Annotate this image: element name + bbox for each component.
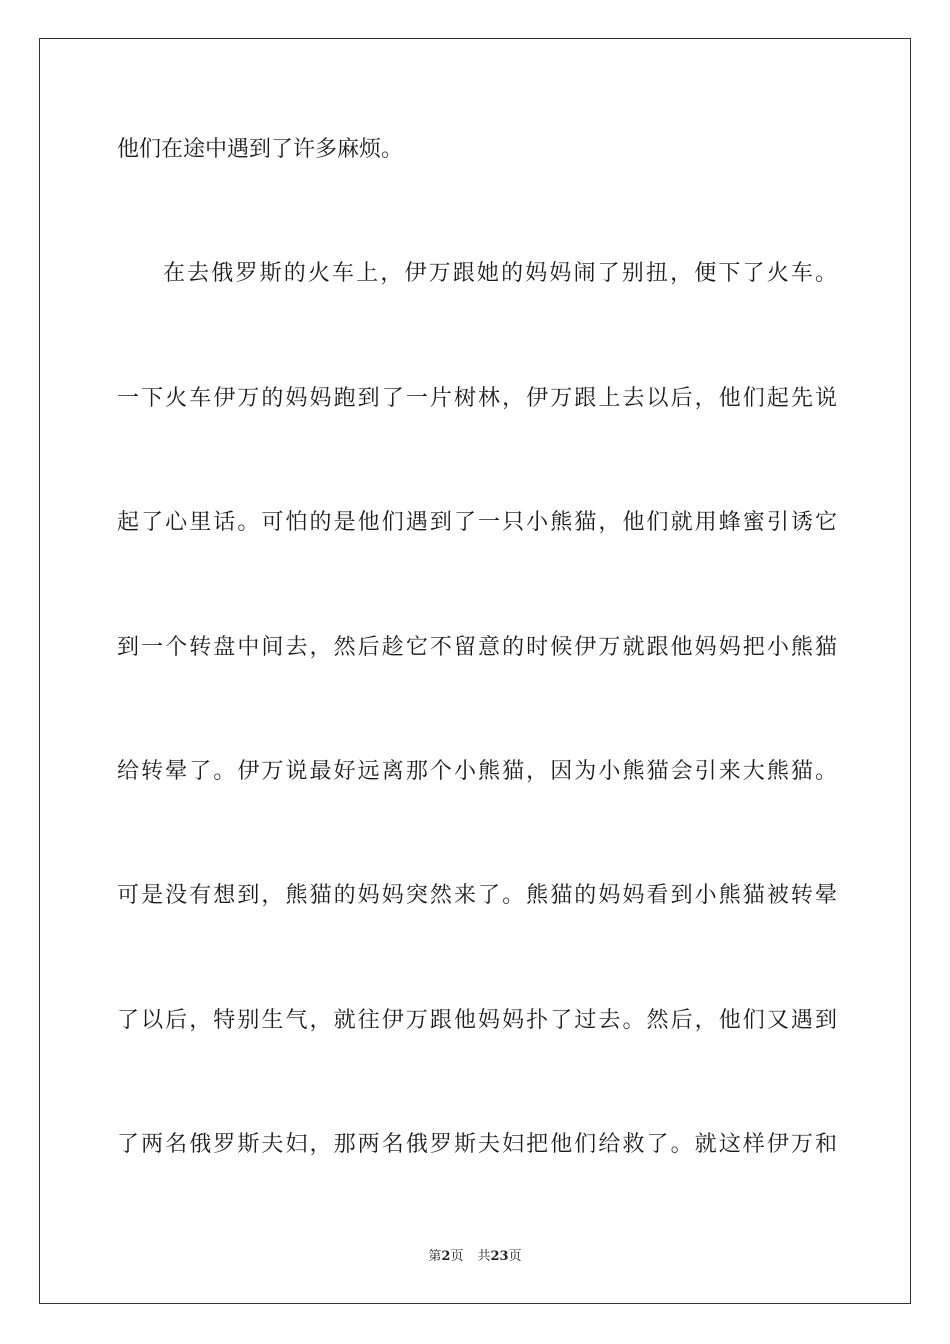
page-number: 2 xyxy=(441,1249,451,1264)
text-line-1: 他们在途中遇到了许多麻烦。 xyxy=(117,137,404,162)
text-line-4: 起了心里话。可怕的是他们遇到了一只小熊猫，他们就用蜂蜜引诱它 xyxy=(117,510,837,535)
text-line-7: 可是没有想到，熊猫的妈妈突然来了。熊猫的妈妈看到小熊猫被转晕 xyxy=(117,883,837,908)
text-line-5: 到一个转盘中间去，然后趁它不留意的时候伊万就跟他妈妈把小熊猫 xyxy=(117,635,837,660)
total-pages: 23 xyxy=(490,1249,509,1264)
page-footer xyxy=(0,1248,950,1266)
total-suffix: 页 xyxy=(508,1249,522,1264)
page-suffix: 页 xyxy=(450,1249,464,1264)
total-prefix: 共 xyxy=(477,1249,491,1264)
text-line-6: 给转晕了。伊万说最好远离那个小熊猫，因为小熊猫会引来大熊猫。 xyxy=(117,759,837,784)
total-pages-indicator xyxy=(477,1249,521,1264)
text-line-9: 了两名俄罗斯夫妇，那两名俄罗斯夫妇把他们给救了。就这样伊万和 xyxy=(117,1132,837,1157)
page-prefix: 第 xyxy=(428,1249,442,1264)
text-line-8: 了以后，特别生气，就往伊万跟他妈妈扑了过去。然后，他们又遇到 xyxy=(117,1008,837,1033)
text-line-3: 一下火车伊万的妈妈跑到了一片树林，伊万跟上去以后，他们起先说 xyxy=(117,386,837,411)
text-line-2: 在去俄罗斯的火车上，伊万跟她的妈妈闹了别扭，便下了火车。 xyxy=(163,261,837,286)
page-border xyxy=(39,38,911,1304)
page-indicator xyxy=(428,1249,463,1264)
